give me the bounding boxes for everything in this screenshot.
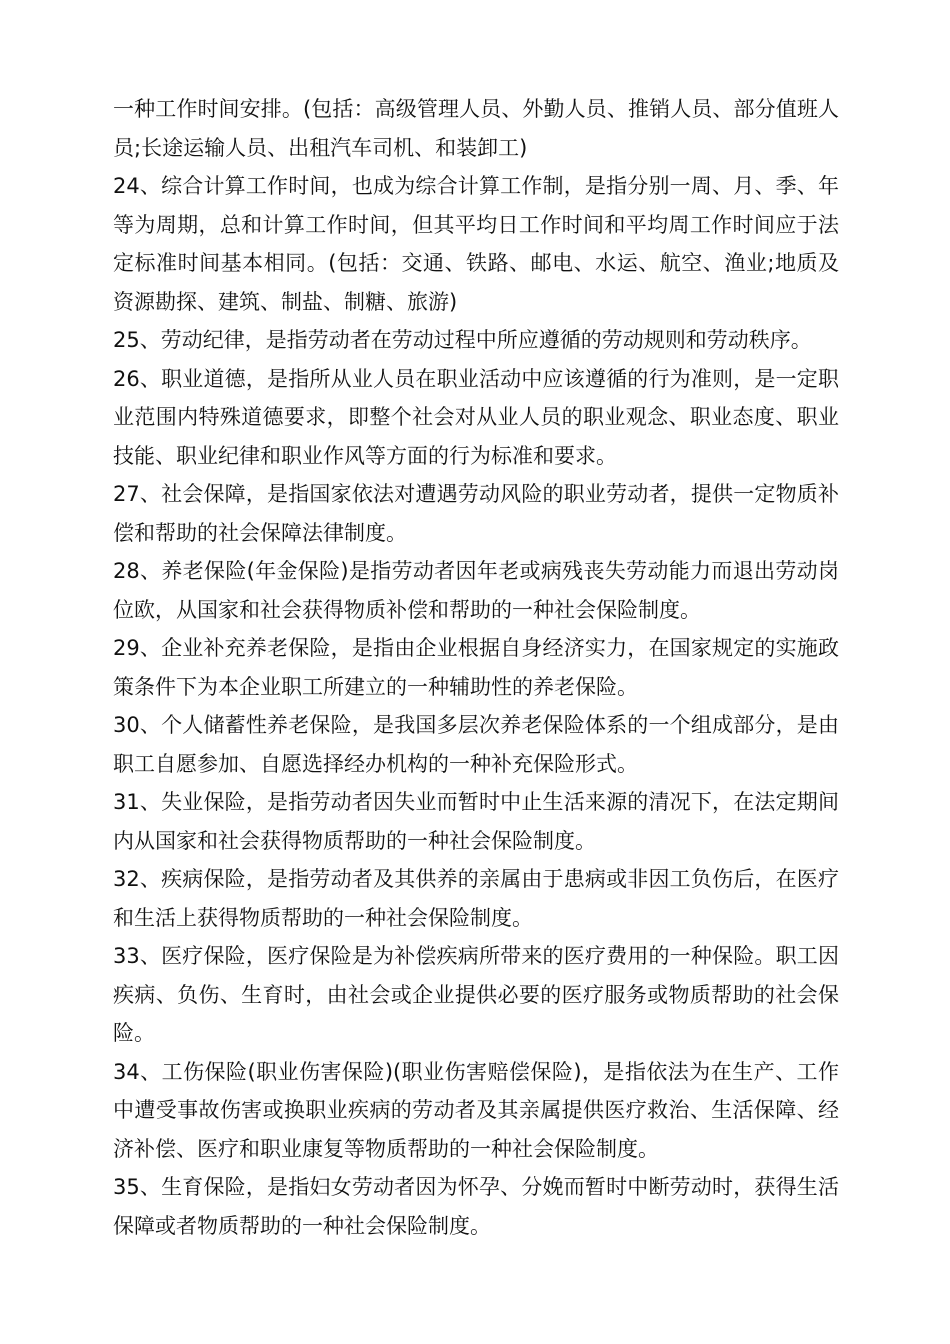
paragraph-31: 31、失业保险，是指劳动者因失业而暂时中止生活来源的清况下，在法定期间内从国家和社会获得物质帮助的一种社会保险制度。 bbox=[113, 790, 839, 853]
paragraph-34: 34、工伤保险(职业伤害保险)(职业伤害赔偿保险)，是指依法为在生产、工作中遭受事故伤害或换职业疾病的劳动者及其亲属提供医疗救治、生活保障、经济补偿、医疗和职业康复等物质帮助的一种社会保险制度。 bbox=[113, 1059, 839, 1161]
paragraph-25: 25、劳动纪律，是指劳动者在劳动过程中所应遵循的劳动规则和劳动秩序。 bbox=[113, 328, 812, 352]
paragraph-24: 24、综合计算工作时间，也成为综合计算工作制，是指分别一周、月、季、年等为周期，总和计算工作时间，但其平均日工作时间和平均周工作时间应于法定标准时间基本相同。(包括：交通、铁路、邮电、水运、航空、渔业;地质及资源勘探、建筑、制盐、制糖、旅游) bbox=[113, 174, 839, 314]
paragraph-30: 30、个人储蓄性养老保险，是我国多层次养老保险体系的一个组成部分，是由职工自愿参加、自愿选择经办机构的一种补充保险形式。 bbox=[113, 713, 839, 776]
paragraph-27: 27、社会保障，是指国家依法对遭遇劳动风险的职业劳动者，提供一定物质补偿和帮助的社会保障法律制度。 bbox=[113, 482, 839, 545]
paragraph-33: 33、医疗保险，医疗保险是为补偿疾病所带来的医疗费用的一种保险。职工因疾病、负伤、生育时，由社会或企业提供必要的医疗服务或物质帮助的社会保险。 bbox=[113, 944, 839, 1045]
document-page bbox=[113, 90, 839, 1245]
paragraph-continuation: 一种工作时间安排。(包括：高级管理人员、外勤人员、推销人员、部分值班人员;长途运输人员、出租汽车司机、和装卸工) bbox=[113, 97, 839, 160]
paragraph-35: 35、生育保险，是指妇女劳动者因为怀孕、分娩而暂时中断劳动时，获得生活保障或者物质帮助的一种社会保险制度。 bbox=[113, 1175, 839, 1238]
paragraph-26: 26、职业道德，是指所从业人员在职业活动中应该遵循的行为准则，是一定职业范围内特殊道德要求，即整个社会对从业人员的职业观念、职业态度、职业技能、职业纪律和职业作风等方面的行为标准和要求。 bbox=[113, 366, 839, 468]
paragraph-28: 28、养老保险(年金保险)是指劳动者因年老或病残丧失劳动能力而退出劳动岗位欧，从国家和社会获得物质补偿和帮助的一种社会保险制度。 bbox=[113, 559, 839, 622]
paragraph-32: 32、疾病保险，是指劳动者及其供养的亲属由于患病或非因工负伤后，在医疗和生活上获得物质帮助的一种社会保险制度。 bbox=[113, 867, 839, 930]
paragraph-29: 29、企业补充养老保险，是指由企业根据自身经济实力，在国家规定的实施政策条件下为本企业职工所建立的一种辅助性的养老保险。 bbox=[113, 636, 839, 699]
